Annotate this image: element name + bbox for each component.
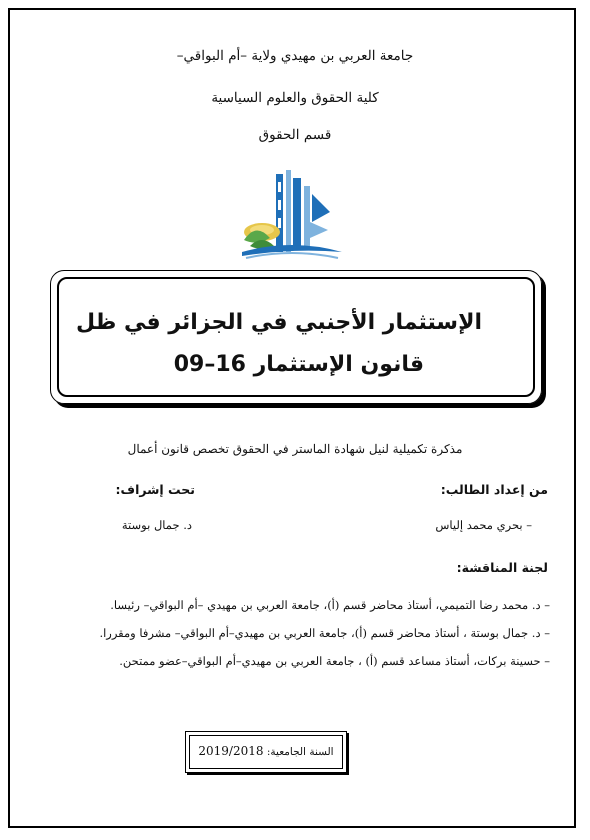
academic-year — [185, 744, 347, 758]
committee-member-1: – د. محمد رضا التميمي، أستاذ محاضر قسم (أ)، جامعة العربي بن مهيدي –أم البواقي– رئيسا. — [110, 598, 550, 612]
academic-year-box — [185, 731, 347, 773]
committee-member-2: – د. جمال بوستة ، أستاذ محاضر قسم (أ)، جامعة العربي بن مهيدي–أم البواقي– مشرفا ومقررا. — [99, 626, 550, 640]
supervisor-name: د. جمال بوستة — [121, 518, 192, 532]
thesis-subtitle: مذكرة تكميلية لنيل شهادة الماستر في الحقوق تخصص قانون أعمال — [127, 442, 463, 456]
department-name: قسم الحقوق — [258, 127, 332, 143]
university-logo-icon — [236, 160, 348, 268]
thesis-title-line-2: قانون الإستثمار 16–09 — [173, 352, 424, 377]
supervisor-label: تحت إشراف: — [115, 482, 195, 497]
title-frame — [50, 270, 542, 404]
student-label: من إعداد الطالب: — [440, 482, 548, 497]
university-name: جامعة العربي بن مهيدي ولاية –أم البواقي– — [176, 48, 414, 64]
academic-year-value: 2019/2018 — [198, 744, 264, 758]
student-name: – بحري محمد إلياس — [435, 518, 532, 532]
thesis-title-line-1: الإستثمار الأجنبي في الجزائر في ظل — [75, 310, 482, 335]
academic-year-label: السنة الجامعية: — [266, 746, 334, 758]
faculty-name: كلية الحقوق والعلوم السياسية — [211, 90, 379, 106]
committee-label: لجنة المناقشة: — [456, 560, 548, 575]
committee-member-3: – حسينة بركات، أستاذ مساعد قسم (أ) ، جامعة العربي بن مهيدي–أم البواقي–عضو ممتحن. — [119, 654, 550, 668]
